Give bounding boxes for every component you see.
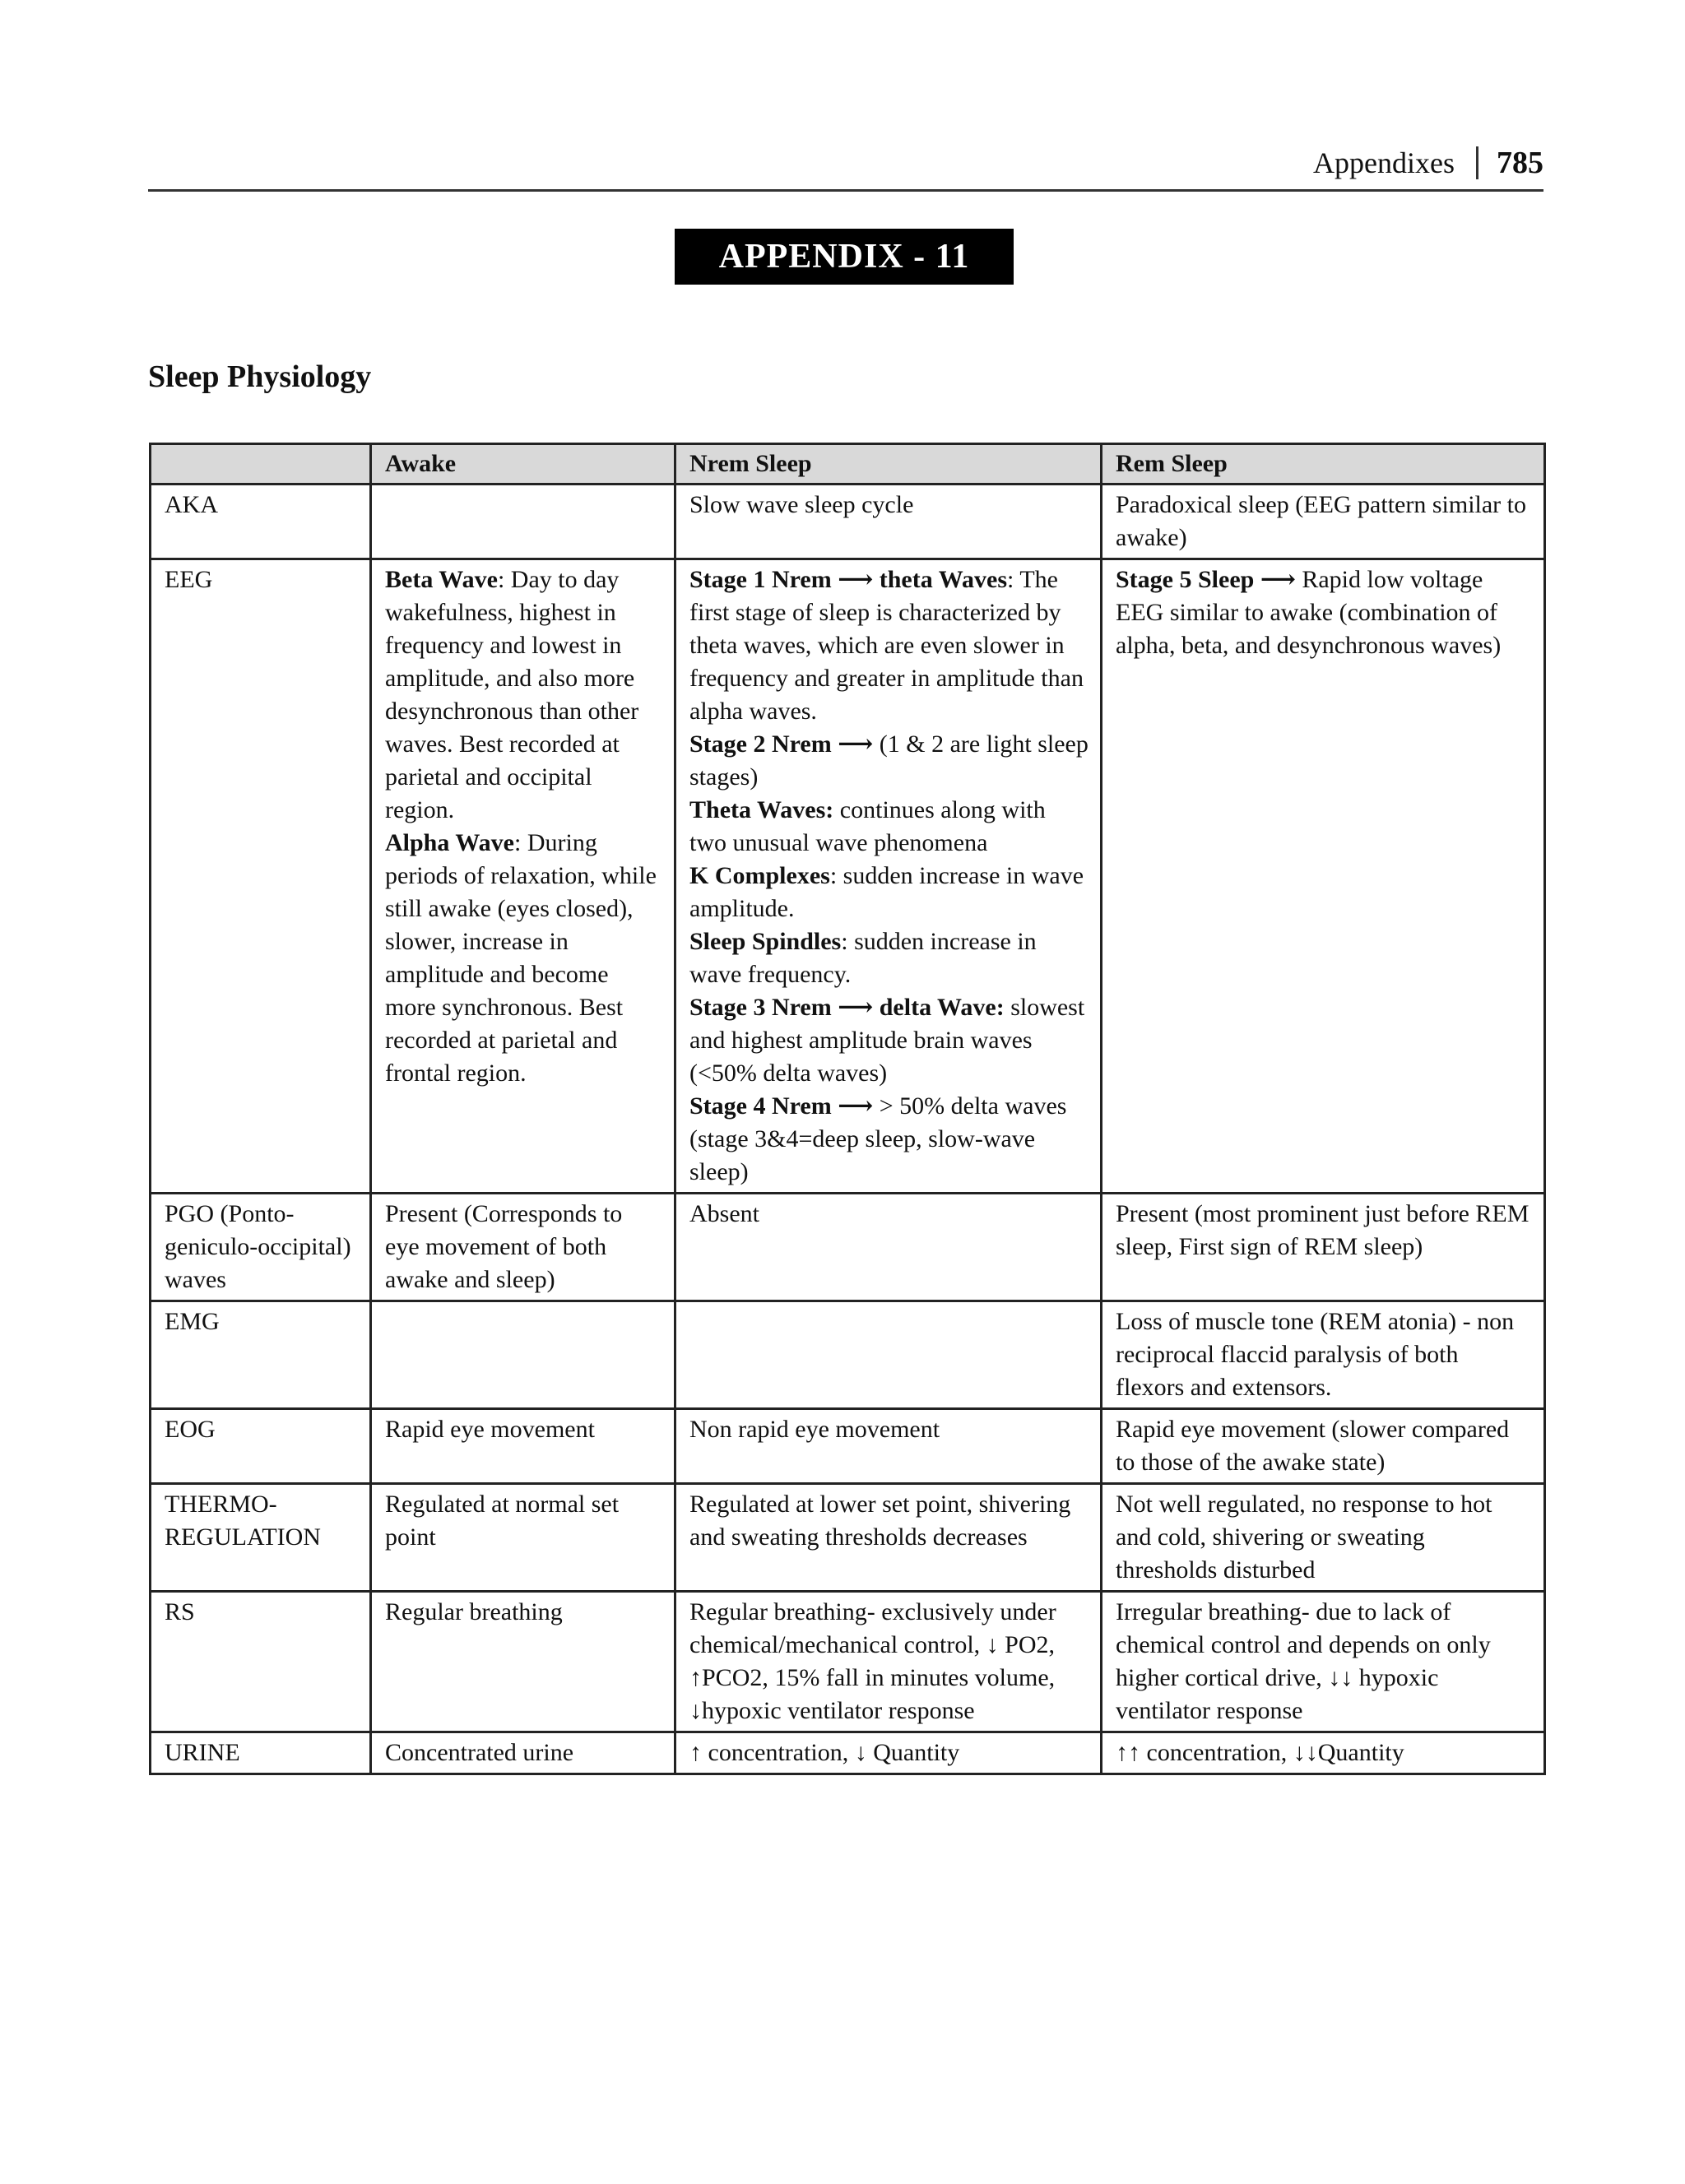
stage5-entry: [1116, 563, 1532, 662]
cell-rs-awake: Regular breathing: [371, 1592, 675, 1732]
beta-wave-entry: [385, 563, 662, 827]
stage1-text: : The first stage of sleep is characterized by theta waves, which are even slower in frequency and greater in amplitude than alpha waves.: [689, 566, 1084, 725]
stage1-wave: theta Waves: [879, 566, 1008, 593]
table-row-urine: [151, 1732, 1545, 1774]
right-arrow-icon: ⟶: [838, 1092, 874, 1120]
alpha-wave-text: : During periods of relaxation, while still awake (eyes closed), slower, increase in amplitude and become more synchronous. Best recorded at parietal and frontal region.: [385, 829, 657, 1087]
alpha-wave-entry: [385, 827, 662, 1090]
urine-nrem-text-1: concentration,: [708, 1739, 849, 1766]
stage5-label: Stage 5 Sleep: [1116, 566, 1255, 593]
urine-nrem-text-2: Quantity: [873, 1739, 960, 1766]
table-row-eeg: [151, 559, 1545, 1194]
row-label-aka: AKA: [151, 485, 371, 559]
arrow-up-icon: ↑: [689, 1664, 702, 1691]
arrow-down-icon: ↓: [854, 1739, 867, 1766]
cell-urine-rem: [1102, 1732, 1545, 1774]
cell-emg-awake: [371, 1301, 675, 1409]
table-row-aka: [151, 485, 1545, 559]
beta-wave-text: : Day to day wakefulness, highest in frequency and lowest in amplitude, and also more desynchronous than other waves. Best recorded at parietal and occipital region.: [385, 566, 639, 823]
beta-wave-label: Beta Wave: [385, 566, 498, 593]
spindles-entry: [689, 925, 1089, 991]
arrow-down-icon: ↓: [689, 1697, 702, 1724]
page-number: 785: [1497, 146, 1543, 180]
right-arrow-icon: ⟶: [838, 566, 874, 593]
row-label-eeg: EEG: [151, 559, 371, 1194]
stage3-entry: [689, 991, 1089, 1090]
right-arrow-icon: ⟶: [838, 994, 874, 1021]
column-header-rem: Rem Sleep: [1102, 444, 1545, 485]
rs-nrem-text-4: hypoxic ventilator response: [702, 1697, 975, 1724]
appendix-banner: APPENDIX - 11: [675, 229, 1014, 285]
cell-thermo-rem: Not well regulated, no response to hot and cold, shivering or sweating thresholds disturbed: [1102, 1484, 1545, 1592]
table-row-emg: [151, 1301, 1545, 1409]
alpha-wave-label: Alpha Wave: [385, 829, 514, 856]
stage1-label: Stage 1 Nrem: [689, 566, 832, 593]
right-arrow-icon: ⟶: [1260, 566, 1296, 593]
double-arrow-down-icon: ↓↓: [1328, 1664, 1353, 1691]
stage3-wave: delta Wave:: [879, 994, 1005, 1021]
table-row-eog: [151, 1409, 1545, 1484]
column-header-empty: [151, 444, 371, 485]
stage2-label: Stage 2 Nrem: [689, 730, 832, 758]
cell-thermo-awake: Regulated at normal set point: [371, 1484, 675, 1592]
row-label-eog: EOG: [151, 1409, 371, 1484]
cell-eog-nrem: Non rapid eye movement: [675, 1409, 1102, 1484]
arrow-up-icon: ↑: [689, 1739, 702, 1766]
column-header-awake: Awake: [371, 444, 675, 485]
cell-urine-nrem: [675, 1732, 1102, 1774]
double-arrow-down-icon: ↓↓: [1293, 1739, 1318, 1766]
cell-aka-nrem: Slow wave sleep cycle: [675, 485, 1102, 559]
arrow-down-icon: ↓: [986, 1631, 999, 1658]
rs-nrem-text-2: PO2,: [1005, 1631, 1056, 1658]
cell-pgo-rem: Present (most prominent just before REM sleep, First sign of REM sleep): [1102, 1194, 1545, 1301]
right-arrow-icon: ⟶: [838, 730, 874, 758]
section-title: Sleep Physiology: [148, 359, 372, 394]
table-row-thermoregulation: [151, 1484, 1545, 1592]
theta-entry: [689, 794, 1089, 860]
table-header-row: [151, 444, 1545, 485]
stage4-label: Stage 4 Nrem: [689, 1092, 832, 1120]
cell-eog-rem: Rapid eye movement (slower compared to those of the awake state): [1102, 1409, 1545, 1484]
sleep-physiology-table: [149, 443, 1546, 1775]
stage3-label: Stage 3 Nrem: [689, 994, 832, 1021]
stage4-entry: [689, 1090, 1089, 1189]
running-header: [148, 140, 1543, 192]
row-label-rs: RS: [151, 1592, 371, 1732]
stage4-text: > 50% delta waves (stage 3&4=deep sleep, slow-wave sleep): [689, 1092, 1067, 1185]
cell-eeg-rem: [1102, 559, 1545, 1194]
row-label-thermoregulation: THERMO-REGULATION: [151, 1484, 371, 1592]
cell-aka-awake: [371, 485, 675, 559]
spindles-label: Sleep Spindles: [689, 928, 842, 955]
rs-nrem-text-3: PCO2, 15% fall in minutes volume,: [702, 1664, 1056, 1691]
urine-rem-text-2: Quantity: [1317, 1739, 1404, 1766]
header-right: [1313, 145, 1543, 181]
k-complex-text: : sudden increase in wave amplitude.: [689, 862, 1084, 922]
urine-rem-text-1: concentration,: [1146, 1739, 1288, 1766]
double-arrow-up-icon: ↑↑: [1116, 1739, 1140, 1766]
section-name: Appendixes: [1313, 146, 1455, 179]
cell-eeg-awake: [371, 559, 675, 1194]
row-label-pgo: PGO (Ponto-geniculo-occipital) waves: [151, 1194, 371, 1301]
cell-aka-rem: Paradoxical sleep (EEG pattern similar to awake): [1102, 485, 1545, 559]
rs-nrem-text-1: Regular breathing- exclusively under chemical/mechanical control,: [689, 1598, 1056, 1658]
cell-emg-nrem: [675, 1301, 1102, 1409]
stage3-text: slowest and highest amplitude brain waves (<50% delta waves): [689, 994, 1085, 1087]
column-header-nrem: Nrem Sleep: [675, 444, 1102, 485]
cell-rs-nrem: [675, 1592, 1102, 1732]
stage1-entry: [689, 563, 1089, 728]
cell-thermo-nrem: Regulated at lower set point, shivering and sweating thresholds decreases: [675, 1484, 1102, 1592]
cell-pgo-nrem: Absent: [675, 1194, 1102, 1301]
cell-rs-rem: [1102, 1592, 1545, 1732]
cell-emg-rem: Loss of muscle tone (REM atonia) - non reciprocal flaccid paralysis of both flexors and extensors.: [1102, 1301, 1545, 1409]
theta-text: continues along with two unusual wave phenomena: [689, 796, 1046, 856]
stage5-text: Rapid low voltage EEG similar to awake (combination of alpha, beta, and desynchronous waves): [1116, 566, 1502, 659]
stage2-text: (1 & 2 are light sleep stages): [689, 730, 1089, 791]
cell-urine-awake: Concentrated urine: [371, 1732, 675, 1774]
theta-label: Theta Waves:: [689, 796, 834, 823]
table-row-rs: [151, 1592, 1545, 1732]
table-row-pgo: [151, 1194, 1545, 1301]
row-label-emg: EMG: [151, 1301, 371, 1409]
rs-rem-text-2: hypoxic ventilator response: [1116, 1664, 1439, 1724]
rs-rem-text-1: Irregular breathing- due to lack of chemical control and depends on only higher cortical drive,: [1116, 1598, 1491, 1691]
cell-eeg-nrem: [675, 559, 1102, 1194]
spindles-text: : sudden increase in wave frequency.: [689, 928, 1037, 988]
stage2-entry: [689, 728, 1089, 794]
cell-pgo-awake: Present (Corresponds to eye movement of both awake and sleep): [371, 1194, 675, 1301]
k-complex-label: K Complexes: [689, 862, 830, 889]
row-label-urine: URINE: [151, 1732, 371, 1774]
k-complex-entry: [689, 860, 1089, 925]
cell-eog-awake: Rapid eye movement: [371, 1409, 675, 1484]
header-separator: [1476, 146, 1478, 179]
